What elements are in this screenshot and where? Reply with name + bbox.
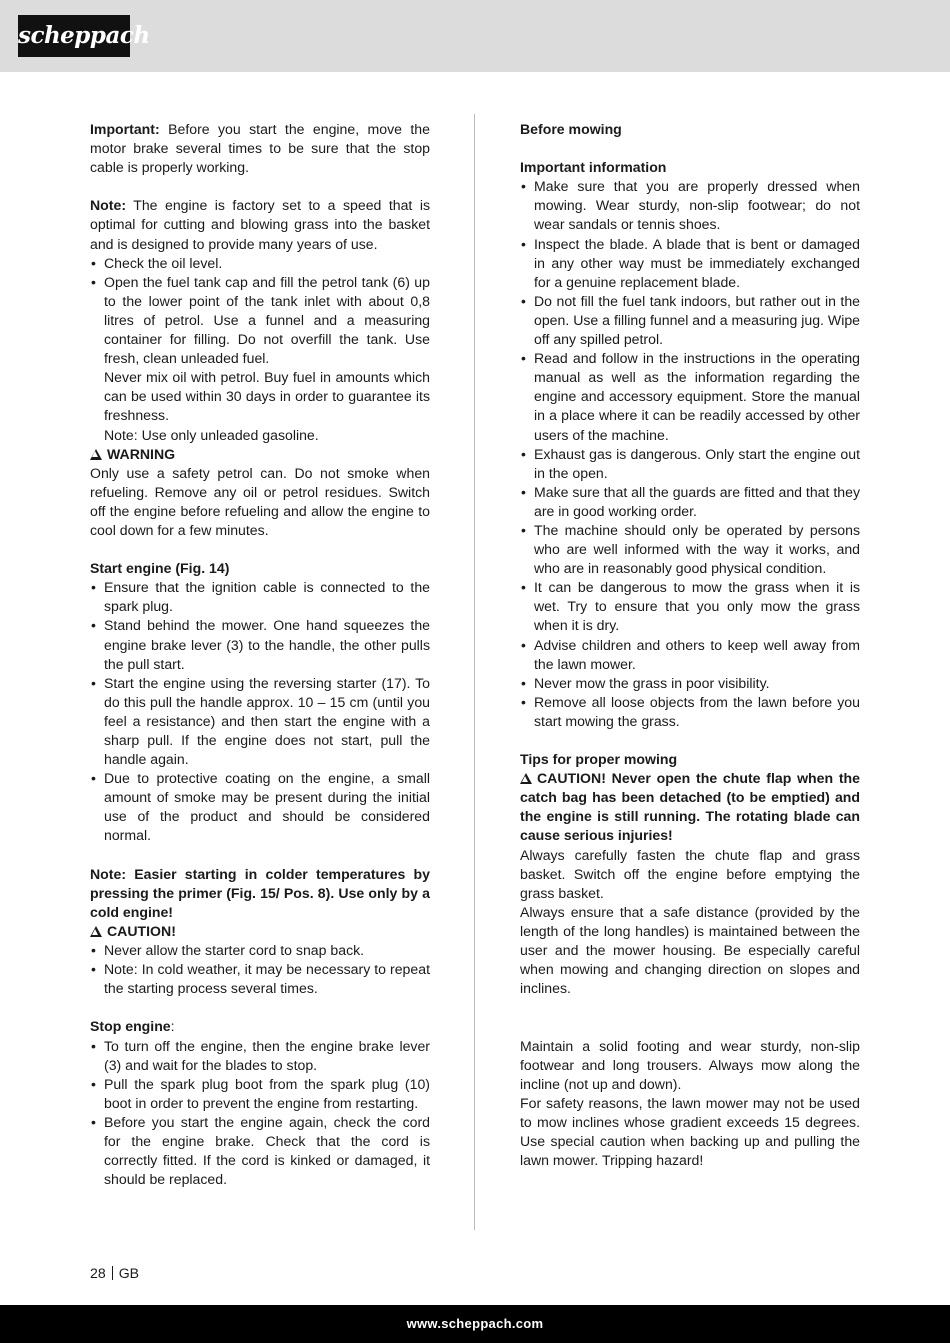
list-item: • Advise children and others to keep well away from the lawn mower. <box>520 636 860 674</box>
list-item: • Do not fill the fuel tank indoors, but rather out in the open. Use a filling funnel and a measuring jug. Wipe off any spilled petrol. <box>520 292 860 349</box>
list-item: • Before you start the engine again, check the cord for the engine brake. Check that the cord is correctly fitted. If the cord is kinked or damaged, it should be replaced. <box>90 1113 430 1189</box>
list-item-continuation: Never mix oil with petrol. Buy fuel in amounts which can be used within 30 days in order to guarantee its freshness. <box>104 369 430 424</box>
tips-paragraph: For safety reasons, the lawn mower may not be used to mow inclines whose gradient exceeds 15 degrees. Use special caution when backing up and pulling the lawn mower. Tripping hazard! <box>520 1094 860 1169</box>
page-header <box>0 0 950 72</box>
list-item: • Inspect the blade. A blade that is bent or damaged in any other way must be immediately exchanged for a genuine replacement blade. <box>520 235 860 292</box>
stop-engine-heading: Stop engine: <box>90 1018 175 1035</box>
tips-heading: Tips for proper mowing <box>520 751 678 768</box>
stop-engine-list <box>90 1037 430 1190</box>
left-column <box>90 120 430 1189</box>
fuel-list <box>90 254 430 369</box>
list-item: • Start the engine using the reversing starter (17). To do this pull the handle approx. 10 – 15 cm (until you feel a resistance) and then start the engine with a sharp pull. If the engine does not start, pull the handle again. <box>90 674 430 769</box>
list-item: • Make sure that all the guards are fitted and that they are in good working order. <box>520 483 860 521</box>
start-engine-list <box>90 578 430 845</box>
list-item-continuation: Note: Use only unleaded gasoline. <box>104 426 319 443</box>
caution-heading: CAUTION! <box>90 922 430 941</box>
start-engine-heading: Start engine (Fig. 14) <box>90 560 230 577</box>
list-item: • Open the fuel tank cap and fill the petrol tank (6) up to the lower point of the tank inlet with about 0,8 litres of petrol. Use a funnel and a measuring container for filling. Do not overfill the tank. Use fresh, clean unleaded fuel. <box>90 273 430 368</box>
important-info-heading: Important information <box>520 159 667 176</box>
list-item: • Due to protective coating on the engine, a small amount of smoke may be present during the initial use of the product and should be considered normal. <box>90 769 430 845</box>
caution-list <box>90 941 430 998</box>
brand-logo: scheppach <box>18 15 130 57</box>
footer-url: www.scheppach.com <box>406 1316 544 1331</box>
before-mowing-heading: Before mowing <box>520 121 622 137</box>
list-item: • Pull the spark plug boot from the spark plug (10) boot in order to prevent the engine from restarting. <box>90 1075 430 1113</box>
important-paragraph: Important: Before you start the engine, move the motor brake several times to be sure that the stop cable is properly working. <box>90 121 430 176</box>
warning-text: Only use a safety petrol can. Do not smoke when refueling. Remove any oil or petrol residues. Switch off the engine before refueling and allow the engine to cool down for a few minutes. <box>90 464 430 538</box>
list-item: • Check the oil level. <box>90 254 430 273</box>
page-number-separator <box>112 1266 113 1280</box>
warning-triangle-icon <box>90 926 102 937</box>
tips-paragraph: Always carefully fasten the chute flap and grass basket. Switch off the engine before emptying the grass basket. <box>520 846 860 901</box>
note-paragraph: Note: The engine is factory set to a speed that is optimal for cutting and blowing grass into the basket and is designed to provide many years of use. <box>90 197 430 252</box>
list-item: • Ensure that the ignition cable is connected to the spark plug. <box>90 578 430 616</box>
cold-start-note: Note: Easier starting in colder temperatures by pressing the primer (Fig. 15/ Pos. 8). Use only by a cold engine! <box>90 865 430 920</box>
list-item: • It can be dangerous to mow the grass when it is wet. Try to ensure that you only mow the grass when it is dry. <box>520 578 860 635</box>
list-item: • The machine should only be operated by persons who are well informed with the way it works, and who are in reasonably good physical condition. <box>520 521 860 578</box>
list-item: • Never mow the grass in poor visibility. <box>520 674 860 693</box>
page-number: 28 GB <box>90 1265 140 1281</box>
list-item: • Never allow the starter cord to snap back. <box>90 941 430 960</box>
caution-paragraph: CAUTION! Never open the chute flap when the catch bag has been detached (to be emptied) and the engine is still running. The rotating blade can cause serious injuries! <box>520 770 860 844</box>
column-divider <box>474 114 475 1230</box>
list-item: • Remove all loose objects from the lawn before you start mowing the grass. <box>520 693 860 731</box>
tips-paragraph: Always ensure that a safe distance (provided by the length of the long handles) is maintained between the user and the mower housing. Be especially careful when mowing and changing direction on slopes and inclines. <box>520 903 860 997</box>
warning-triangle-icon <box>90 449 102 460</box>
warning-triangle-icon <box>520 773 532 784</box>
list-item: • Note: In cold weather, it may be necessary to repeat the starting process several times. <box>90 960 430 998</box>
list-item: • Exhaust gas is dangerous. Only start the engine out in the open. <box>520 445 860 483</box>
list-item: • Read and follow in the instructions in the operating manual as well as the information regarding the engine and accessory equipment. Store the manual in a place where it can be readily accessed by other users of the machine. <box>520 349 860 444</box>
important-info-list <box>520 177 860 731</box>
right-column <box>520 120 860 1170</box>
tips-paragraph: Maintain a solid footing and wear sturdy, non-slip footwear and long trousers. Always mow along the incline (not up and down). <box>520 1037 860 1092</box>
list-item: • Stand behind the mower. One hand squeezes the engine brake lever (3) to the handle, the other pulls the pull start. <box>90 616 430 673</box>
list-item: • To turn off the engine, then the engine brake lever (3) and wait for the blades to stop. <box>90 1037 430 1075</box>
page-footer <box>0 1305 950 1343</box>
list-item: • Make sure that you are properly dressed when mowing. Wear sturdy, non-slip footwear; do not wear sandals or tennis shoes. <box>520 177 860 234</box>
warning-heading: WARNING <box>90 445 430 464</box>
